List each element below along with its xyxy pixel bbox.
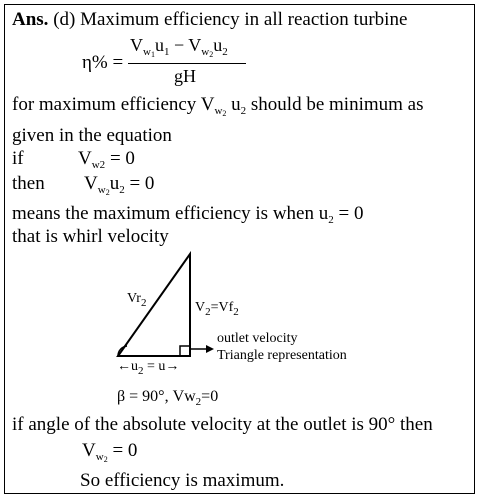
num-u1: u	[154, 35, 164, 55]
num-v1-subsub: 1	[150, 50, 155, 59]
beta-rest: =0	[201, 388, 219, 405]
u-arrow-left: ←	[117, 359, 131, 374]
line-for-max-rest: should be minimum as	[246, 94, 424, 115]
num-v2-sub: w	[201, 46, 210, 58]
line-vw-v: V	[82, 440, 96, 461]
triangle-representation-label: Triangle representation	[217, 348, 347, 363]
outlet-velocity-label: outlet velocity	[217, 331, 298, 346]
line-if-word: if	[12, 148, 24, 169]
answer-prefix: Ans.	[12, 9, 49, 30]
u-sub: 2	[138, 365, 144, 377]
line-if-v: V	[78, 148, 92, 169]
u-arrow-right: →	[165, 359, 180, 374]
beta-text: β = 90°, Vw	[117, 388, 196, 405]
v2-label	[195, 300, 239, 316]
line-for-max-u-sub: 2	[240, 105, 247, 117]
num-u2: u	[213, 35, 223, 55]
outlet-pointer-arrowhead	[206, 345, 214, 353]
line-then-v: V	[84, 173, 98, 194]
line-for-max-text: for maximum efficiency	[12, 94, 201, 115]
formula-lhs: η% =	[82, 52, 124, 73]
num-v2-subsub: 2	[209, 50, 214, 59]
v2-eq: =Vf	[210, 300, 234, 315]
beta-sub: 2	[195, 396, 202, 408]
line-then-u: u	[109, 173, 120, 194]
line-if-sub: w2	[91, 159, 106, 171]
line-angle: if angle of the absolute velocity at the outlet is 90° then	[12, 414, 433, 435]
line-then-v-sub: w	[97, 184, 106, 196]
line-given: given in the equation	[12, 125, 172, 146]
num-minus: −	[169, 35, 189, 55]
num-u1-sub: 1	[163, 46, 170, 58]
line-if-rest: = 0	[105, 148, 135, 169]
line-then-rest: = 0	[124, 173, 155, 194]
line-for-max-v-sub: w	[214, 105, 223, 117]
line-means-sub: 2	[328, 214, 334, 226]
line-vw-subsub: 2	[103, 455, 108, 464]
right-angle-marker	[180, 346, 190, 356]
v2-text: V	[195, 300, 206, 315]
line-for-max-v: V	[200, 94, 215, 115]
formula-denominator: gH	[174, 66, 196, 86]
line-means-text: means the maximum efficiency is when u	[12, 203, 329, 224]
line-then-word: then	[12, 173, 45, 194]
v2-eq-sub: 2	[233, 306, 239, 318]
line-vw-zero	[82, 440, 137, 462]
num-v1-sub: w	[143, 46, 151, 58]
line-for-max-u: u	[226, 94, 241, 115]
num-v2: V	[188, 35, 202, 55]
answer-heading-text: Maximum efficiency in all reaction turbine	[75, 9, 408, 30]
vr2-label	[127, 291, 146, 307]
answer-option: (d)	[48, 9, 76, 30]
vr-text: Vr	[127, 291, 141, 306]
num-u2-sub: 2	[222, 46, 228, 58]
u-eq: = u	[143, 359, 166, 374]
line-then-u-sub: 2	[119, 184, 125, 196]
v2-sub: 2	[205, 306, 211, 318]
vr-sub: 2	[140, 297, 147, 309]
line-whirl: that is whirl velocity	[12, 226, 169, 247]
line-means-rest: = 0	[333, 203, 364, 224]
num-v1: V	[130, 35, 143, 55]
beta-label	[117, 388, 219, 408]
u-text: u	[131, 359, 138, 374]
line-then-v-subsub: 2	[105, 188, 110, 197]
line-vw-sub: w	[95, 451, 104, 463]
u-arrow-label	[117, 359, 179, 375]
line-for-max-v-subsub: 2	[222, 109, 227, 118]
line-vw-rest: = 0	[107, 440, 138, 461]
line-conclusion: So efficiency is maximum.	[80, 470, 285, 491]
